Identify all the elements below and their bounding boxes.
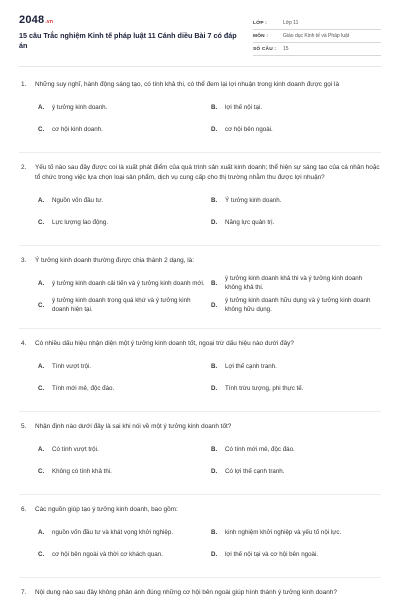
option-letter: D. bbox=[211, 384, 218, 392]
answer-option[interactable] bbox=[211, 440, 384, 458]
question-block bbox=[19, 422, 381, 484]
option-text: kinh nghiệm khởi nghiệp và yếu tố nội lực. bbox=[225, 528, 342, 536]
option-text: ý tưởng kinh doanh khả thi và ý tưởng kinh doanh không khả thi. bbox=[225, 275, 363, 291]
question-block bbox=[19, 256, 381, 318]
meta-value: Giáo dục Kinh tế và Pháp luật bbox=[283, 33, 350, 39]
question-block bbox=[19, 80, 381, 142]
question-header bbox=[19, 505, 381, 515]
question-block bbox=[19, 339, 381, 401]
question-divider bbox=[19, 152, 381, 153]
option-text: cơ hội bên ngoài. bbox=[225, 125, 273, 133]
option-text: Lực lượng lao động. bbox=[52, 218, 109, 226]
option-text: ý tưởng kinh doanh hữu dụng và ý tưởng kinh doanh không hữu dụng. bbox=[225, 297, 371, 313]
question-header bbox=[19, 339, 381, 349]
question-number: 5. bbox=[21, 423, 27, 430]
option-letter: B. bbox=[211, 528, 218, 536]
site-logo[interactable]: 2048.vn bbox=[19, 14, 54, 26]
question-header bbox=[19, 256, 381, 266]
option-letter: D. bbox=[211, 467, 218, 475]
question-number: 3. bbox=[21, 257, 27, 264]
answer-option[interactable] bbox=[211, 98, 384, 116]
answer-option[interactable] bbox=[211, 191, 384, 209]
option-text: Tính trừu tượng, phi thực tế. bbox=[225, 384, 304, 392]
option-text: Nguồn vốn đầu tư. bbox=[52, 196, 104, 204]
answer-option[interactable] bbox=[38, 296, 211, 314]
option-text: ý tưởng kinh doanh. bbox=[52, 103, 108, 111]
question-text: Các nguồn giúp tạo ý tưởng kinh doanh, bao gồm: bbox=[35, 506, 178, 513]
answer-option[interactable] bbox=[38, 213, 211, 231]
option-text: ý tưởng kinh doanh cải tiến và ý tưởng kinh doanh mới. bbox=[52, 279, 205, 287]
option-text: Có tính mới mẻ, độc đáo. bbox=[225, 445, 295, 453]
answer-options bbox=[19, 191, 381, 235]
answer-option[interactable] bbox=[38, 191, 211, 209]
answer-option[interactable] bbox=[38, 98, 211, 116]
answer-option[interactable] bbox=[211, 213, 384, 231]
question-text: Nội dung nào sau đây không phản ánh đúng những cơ hội bên ngoài giúp hình thành ý tưởng kinh doanh? bbox=[35, 589, 337, 596]
question-number: 1. bbox=[21, 81, 27, 88]
option-letter: D. bbox=[211, 125, 218, 133]
worksheet-header bbox=[19, 14, 381, 62]
option-letter: A. bbox=[38, 196, 45, 204]
answer-option[interactable] bbox=[38, 120, 211, 138]
option-text: Không có tính khả thi. bbox=[52, 467, 112, 475]
option-letter: D. bbox=[211, 301, 218, 309]
header-divider bbox=[19, 66, 381, 67]
option-text: Ý tưởng kinh doanh. bbox=[225, 196, 282, 204]
question-divider bbox=[19, 411, 381, 412]
option-letter: A. bbox=[38, 528, 45, 536]
question-text: Có nhiều dấu hiệu nhận diện một ý tưởng kinh doanh tốt, ngoại trừ dấu hiệu nào dưới đây? bbox=[35, 340, 294, 347]
option-letter: C. bbox=[38, 550, 45, 558]
answer-option[interactable] bbox=[38, 357, 211, 375]
option-text: Năng lực quản trị. bbox=[225, 218, 275, 226]
meta-label: MÔN : bbox=[253, 33, 269, 39]
option-letter: D. bbox=[211, 218, 218, 226]
page-title: 15 câu Trắc nghiệm Kinh tế pháp luật 11 Cánh diều Bài 7 có đáp án bbox=[19, 31, 237, 50]
question-block bbox=[19, 588, 381, 598]
answer-option[interactable] bbox=[211, 296, 384, 314]
question-number: 2. bbox=[21, 164, 27, 171]
answer-option[interactable] bbox=[38, 274, 211, 292]
meta-value: 15 bbox=[283, 46, 289, 52]
question-header bbox=[19, 80, 381, 90]
answer-option[interactable] bbox=[38, 440, 211, 458]
answer-option[interactable] bbox=[211, 545, 384, 563]
answer-option[interactable] bbox=[211, 120, 384, 138]
option-letter: B. bbox=[211, 196, 218, 204]
answer-option[interactable] bbox=[211, 523, 384, 541]
question-number: 7. bbox=[21, 589, 27, 596]
question-header bbox=[19, 588, 381, 598]
option-letter: A. bbox=[38, 362, 45, 370]
answer-option[interactable] bbox=[211, 462, 384, 480]
option-letter: C. bbox=[38, 467, 45, 475]
question-divider bbox=[19, 245, 381, 246]
answer-options bbox=[19, 440, 381, 484]
question-header bbox=[19, 163, 381, 183]
question-list bbox=[19, 80, 381, 600]
option-letter: A. bbox=[38, 103, 45, 111]
option-letter: B. bbox=[211, 362, 218, 370]
question-header bbox=[19, 422, 381, 432]
question-divider bbox=[19, 577, 381, 578]
meta-value: Lớp 11 bbox=[283, 20, 299, 26]
option-text: lợi thế nội tại. bbox=[225, 103, 263, 111]
option-text: cơ hội bên ngoài và thời cơ khách quan. bbox=[52, 550, 163, 558]
option-text: Có lợi thế cạnh tranh. bbox=[225, 467, 285, 475]
option-text: Lợi thế cạnh tranh. bbox=[225, 362, 277, 370]
question-block bbox=[19, 505, 381, 567]
option-letter: C. bbox=[38, 125, 45, 133]
question-number: 6. bbox=[21, 506, 27, 513]
option-letter: C. bbox=[38, 301, 45, 309]
option-letter: C. bbox=[38, 384, 45, 392]
meta-info bbox=[253, 17, 381, 56]
meta-row-subject bbox=[253, 30, 381, 43]
option-text: lợi thế nội tại và cơ hội bên ngoài. bbox=[225, 550, 319, 558]
option-letter: B. bbox=[211, 103, 218, 111]
meta-row-count bbox=[253, 43, 381, 56]
question-divider bbox=[19, 494, 381, 495]
option-text: Tính vượt trội. bbox=[52, 362, 92, 370]
answer-options bbox=[19, 523, 381, 567]
option-text: cơ hội kinh doanh. bbox=[52, 125, 103, 133]
option-text: nguồn vốn đầu tư và khát vọng khởi nghiệp. bbox=[52, 528, 174, 536]
option-text: ý tưởng kinh doanh trong quá khứ và ý tưởng kinh doanh hiện tại. bbox=[52, 297, 191, 313]
answer-option[interactable] bbox=[211, 357, 384, 375]
answer-option[interactable] bbox=[211, 379, 384, 397]
answer-option[interactable] bbox=[38, 545, 211, 563]
option-text: Có tính vượt trội. bbox=[52, 445, 99, 453]
question-divider bbox=[19, 328, 381, 329]
question-text: Những suy nghĩ, hành động sáng tạo, có tính khả thi, có thể đem lại lợi nhuận trong kinh doanh được gọi là bbox=[35, 81, 340, 88]
question-block bbox=[19, 163, 381, 235]
answer-options bbox=[19, 357, 381, 401]
answer-option[interactable] bbox=[38, 379, 211, 397]
answer-option[interactable] bbox=[38, 523, 211, 541]
meta-label: LỚP : bbox=[253, 20, 268, 26]
question-text: Yếu tố nào sau đây được coi là xuất phát điểm của quá trình sản xuất kinh doanh; thể hiện sự sáng tạo của cá nhân hoặc tổ chức trong việc lựa chọn loại sản phẩm, dịch vụ cung cấp cho thị trường nhằm thu được lợi nhuận? bbox=[35, 164, 380, 181]
option-letter: C. bbox=[38, 218, 45, 226]
answer-option[interactable] bbox=[38, 462, 211, 480]
answer-options bbox=[19, 274, 381, 318]
meta-label: SỐ CÂU : bbox=[253, 46, 277, 52]
option-letter: A. bbox=[38, 279, 45, 287]
question-text: Nhận định nào dưới đây là sai khi nói về một ý tưởng kinh doanh tốt? bbox=[35, 423, 232, 430]
meta-row-class bbox=[253, 17, 381, 30]
option-text: Tính mới mẻ, độc đáo. bbox=[52, 384, 115, 392]
answer-options bbox=[19, 98, 381, 142]
option-letter: D. bbox=[211, 550, 218, 558]
option-letter: B. bbox=[211, 279, 218, 287]
answer-option[interactable] bbox=[211, 274, 384, 292]
question-number: 4. bbox=[21, 340, 27, 347]
option-letter: A. bbox=[38, 445, 45, 453]
question-text: Ý tưởng kinh doanh thường được chia thành 2 dạng, là: bbox=[35, 257, 195, 264]
option-letter: B. bbox=[211, 445, 218, 453]
